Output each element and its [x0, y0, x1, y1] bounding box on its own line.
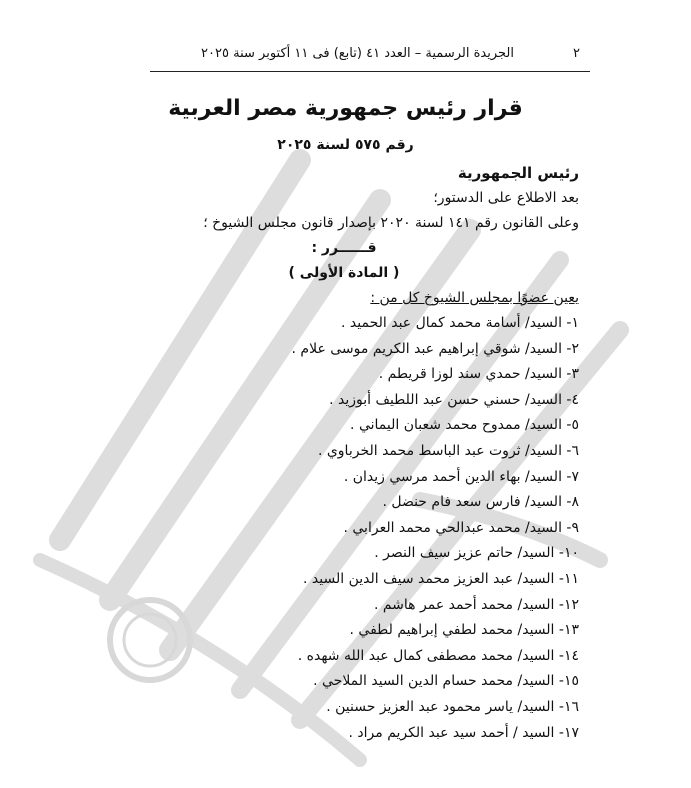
- list-item: ١١- السيد/ عبد العزيز محمد سيف الدين السيد .: [303, 570, 579, 587]
- list-item: ٤- السيد/ حسني حسن عبد اللطيف أبوزيد .: [329, 391, 579, 408]
- list-item: ٥- السيد/ ممدوح محمد شعبان اليماني .: [350, 417, 579, 434]
- list-item: ١٦- السيد/ ياسر محمود عبد العزيز حسنين .: [326, 698, 579, 715]
- page-number: ٢: [573, 46, 580, 61]
- preamble-law: وعلى القانون رقم ١٤١ لسنة ٢٠٢٠ بإصدار قانون مجلس الشيوخ ؛: [203, 215, 579, 231]
- preamble-constitution: بعد الاطلاع على الدستور؛: [433, 190, 579, 206]
- list-item: ١٢- السيد/ محمد أحمد عمر هاشم .: [373, 596, 579, 613]
- running-title: الجريدة الرسمية – العدد ٤١ (تابع) فى ١١ أكتوبر سنة ٢٠٢٥: [201, 46, 514, 61]
- list-item: ٣- السيد/ حمدي سند لوزا قريطم .: [378, 366, 579, 383]
- article-heading: ( المادة الأولى ): [288, 265, 400, 281]
- list-item: ٦- السيد/ ثروت عبد الباسط محمد الخرباوي .: [317, 442, 579, 459]
- president-heading: رئيس الجمهورية: [457, 164, 579, 182]
- list-item: ٩- السيد/ محمد عبدالحي محمد العرابي .: [343, 519, 579, 536]
- list-item: ١٥- السيد/ محمد حسام الدين السيد الملاحي .: [313, 673, 579, 690]
- appointment-intro: يعين عضوًا بمجلس الشيوخ كل من :: [370, 290, 579, 306]
- list-item: ٧- السيد/ بهاء الدين أحمد مرسي زيدان .: [343, 468, 579, 485]
- decree-number: رقم ٥٧٥ لسنة ٢٠٢٥: [277, 137, 414, 153]
- list-item: ١- السيد/ أسامة محمد كمال عبد الحميد .: [341, 315, 579, 331]
- list-item: ١٤- السيد/ محمد مصطفى كمال عبد الله شهده .: [297, 647, 579, 664]
- list-item: ٨- السيد/ فارس سعد فام حنضل .: [382, 494, 579, 511]
- decree-title: قرار رئيس جمهورية مصر العربية: [168, 96, 523, 121]
- decree-body: [109, 160, 579, 746]
- list-item: ١٠- السيد/ حاتم عزيز سيف النصر .: [374, 545, 579, 562]
- decided-heading: قــــــرر :: [311, 240, 377, 256]
- list-item: ١٣- السيد/ محمد لطفي إبراهيم لطفي .: [349, 622, 579, 639]
- header-divider: [150, 71, 590, 72]
- list-item: ١٧- السيد / أحمد سيد عبد الكريم مراد .: [348, 724, 579, 741]
- list-item: ٢- السيد/ شوقي إبراهيم عبد الكريم موسى علام .: [291, 340, 579, 357]
